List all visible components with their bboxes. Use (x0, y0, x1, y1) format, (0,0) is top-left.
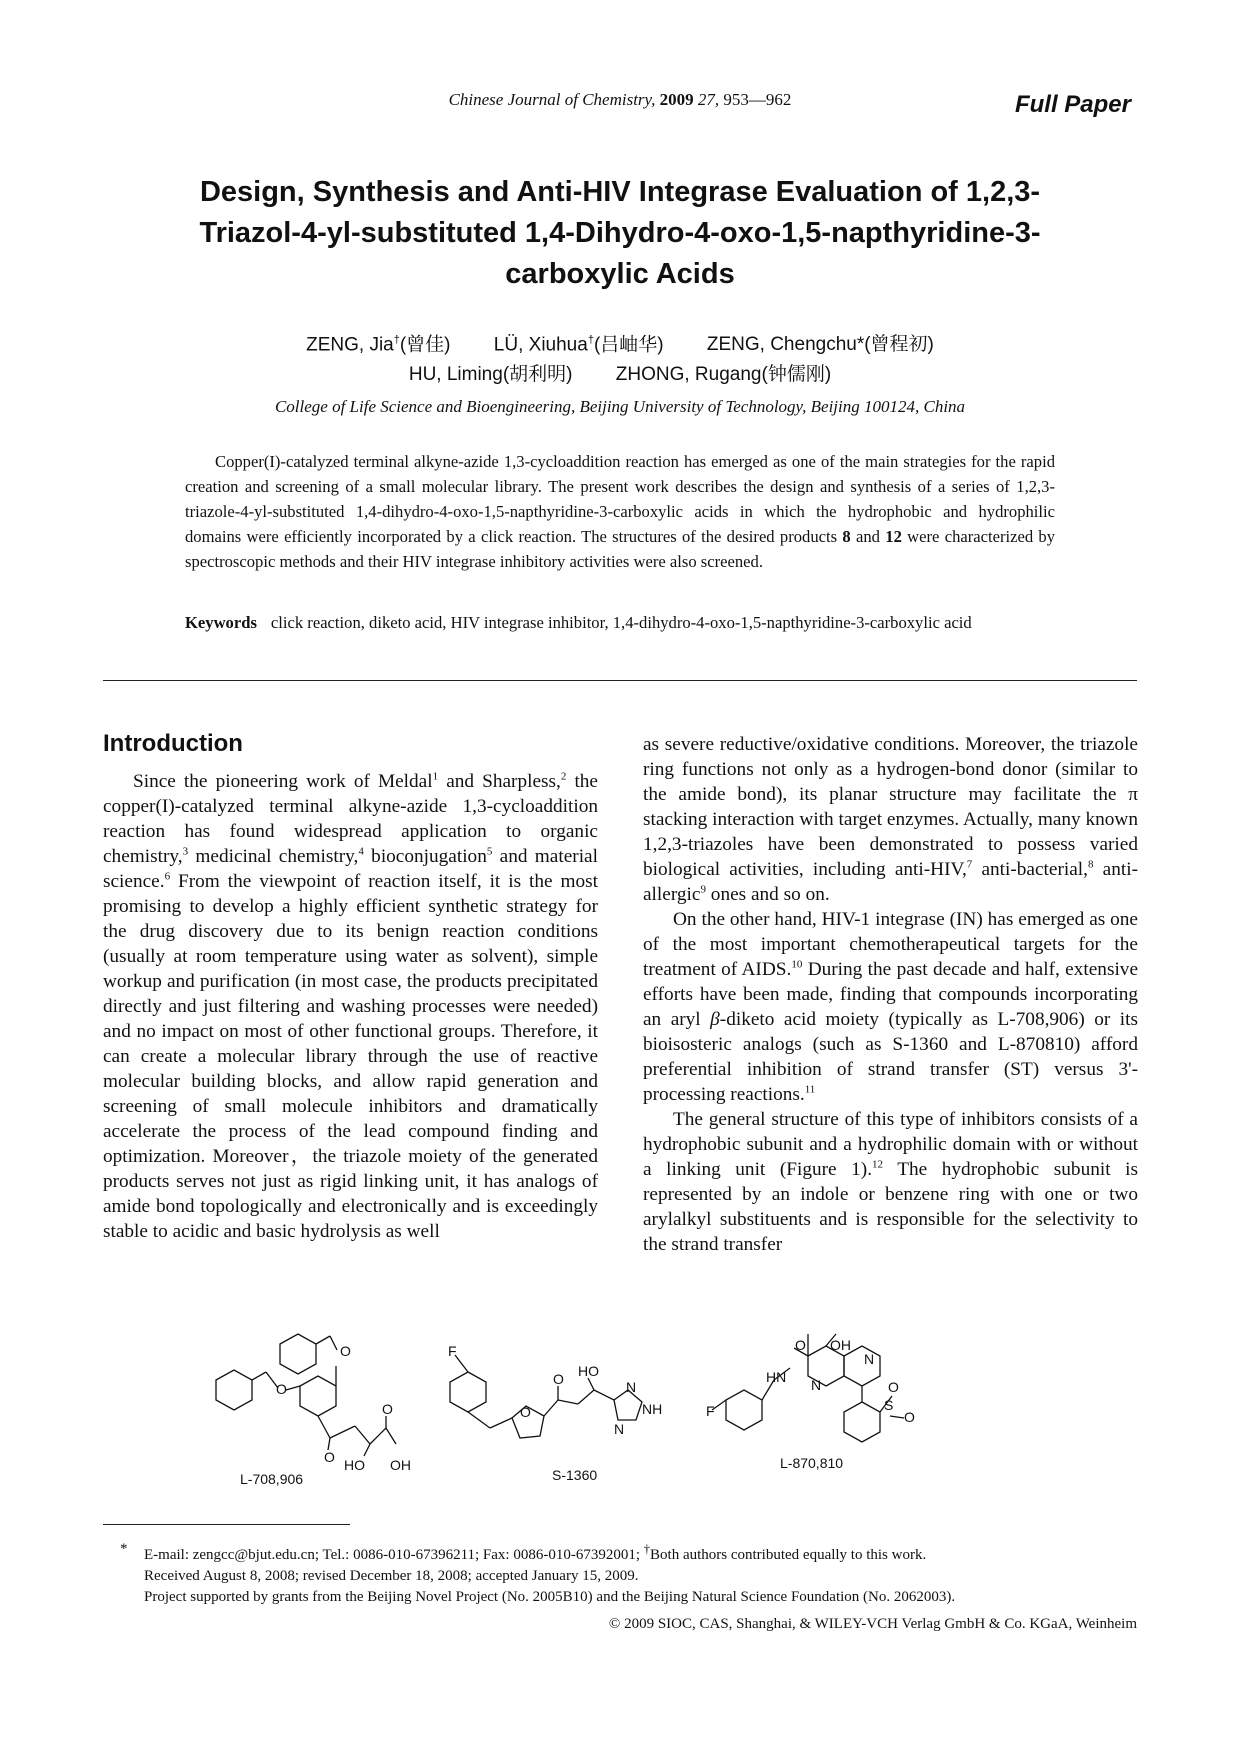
compound-number: 12 (885, 527, 902, 546)
text: bioconjugation (371, 846, 487, 867)
author-name: ZENG, Jia (306, 334, 394, 356)
author (494, 325, 664, 360)
bond (578, 1390, 594, 1404)
abstract-text: and (855, 527, 880, 546)
bond (468, 1412, 490, 1428)
bond (330, 1336, 337, 1350)
author-row (0, 325, 1240, 360)
author-name: ZHONG, Rugang (615, 364, 762, 386)
keywords-text: click reaction, diketo acid, HIV integrase inhibitor, 1,4-dihydro-4-oxo-1,5-napthyridine-3-carboxylic acid (270, 613, 972, 632)
text: anti-bacterial, (981, 859, 1088, 880)
benzene-ring (280, 1334, 316, 1374)
citation: 4 (358, 845, 364, 858)
footnote-body (144, 1539, 1120, 1608)
author (707, 330, 934, 360)
atom-label: O (904, 1409, 915, 1425)
author-list (0, 325, 1240, 390)
thiane-ring (844, 1402, 880, 1442)
text: and material science. (103, 846, 598, 892)
text: The hydrophobic subunit is represented by an indole or benzene ring with one or two arylalkyl substituents and is responsible for the selectivity to the strand transfer (643, 1159, 1138, 1255)
bond (890, 1416, 904, 1418)
footnote-line: Project supported by grants from the Beijing Novel Project (No. 2005B10) and the Beijing Natural Science Foundation (No. 2062003). (144, 1589, 956, 1605)
abstract-text: were characterized by spectroscopic methods and their HIV integrase inhibitory activities were also screened. (185, 527, 1056, 571)
footnote-star: * (120, 1541, 128, 1557)
atom-label: O (795, 1337, 806, 1353)
benzene-ring (300, 1376, 336, 1416)
citation: 7 (966, 858, 973, 871)
author-mark: † (393, 334, 400, 346)
paragraph (643, 907, 1138, 1107)
author-name: LÜ, Xiuhua (493, 334, 588, 356)
text: medicinal chemistry, (195, 846, 359, 867)
compound-label: S-1360 (552, 1467, 598, 1483)
atom-label: O (520, 1404, 531, 1420)
author-chinese-name: (吕岫华) (593, 334, 664, 356)
author-name: ZENG, Chengchu* (706, 334, 865, 356)
figure-1-structures (200, 1320, 1050, 1510)
right-column (643, 732, 1138, 1257)
text: On the other hand, HIV-1 integrase (IN) has emerged as one of the most important chemotherapeutical targets for the treatment of AIDS. (643, 909, 1138, 980)
citation: 5 (486, 845, 493, 858)
paragraph (643, 1107, 1138, 1257)
citation: 11 (804, 1083, 816, 1096)
footnote (120, 1539, 1120, 1608)
author (409, 360, 573, 390)
bond (330, 1426, 355, 1438)
abstract-text: Copper(I)-catalyzed terminal alkyne-azide 1,3-cycloaddition reaction has emerged as one of the main strategies for the rapid creation and screening of a small molecular library. The present work describes the design and synthesis of a series of 1,2,3-triazole-4-yl-substituted 1,4-dihydro-4-oxo-1,5-napthyridine-3-carboxylic acids in which the hydrophobic and hydrophilic domains were efficiently incorporated by a click reaction. The structures of the desired products (185, 452, 1055, 546)
keywords (185, 610, 1055, 635)
abstract (185, 449, 1055, 574)
compound-label: L-708,906 (240, 1471, 304, 1487)
atom-label: N (864, 1351, 875, 1367)
bond (558, 1400, 578, 1404)
author-mark: † (587, 334, 594, 346)
author (306, 325, 450, 360)
atom-label: N (614, 1421, 625, 1437)
affiliation: College of Life Science and Bioengineering, Beijing University of Technology, Beijing 100124, China (274, 397, 966, 416)
journal-year: 2009 (659, 90, 694, 109)
atom-label: N (626, 1379, 637, 1395)
compound-label: L-870,810 (780, 1455, 844, 1471)
benzene-ring (726, 1390, 762, 1430)
journal-volume: 27, (697, 90, 720, 109)
atom-label: OH (390, 1457, 411, 1473)
author (616, 360, 831, 390)
text: as severe reductive/oxidative conditions. Moreover, the triazole ring functions not only as a hydrogen-bond donor (similar to the amide bond), its planar structure may facilitate the π stacking interaction with target enzymes. Actually, many known 1,2,3-triazoles have been demonstrated to possess varied biological activities, including anti-HIV, (643, 734, 1138, 880)
copyright: © 2009 SIOC, CAS, Shanghai, & WILEY-VCH Verlag GmbH & Co. KGaA, Weinheim (608, 1616, 1137, 1632)
compound-number: 8 (842, 527, 851, 546)
bond (386, 1428, 396, 1444)
footnote-line (144, 1539, 1120, 1566)
beta-symbol: β (710, 1009, 720, 1030)
atom-label: O (382, 1401, 393, 1417)
citation: 8 (1087, 858, 1094, 871)
text: The general structure of this type of inhibitors consists of a hydrophobic subunit and a hydrophilic domain with or without a linking unit (Figure 1). (643, 1109, 1138, 1180)
section-divider (103, 680, 1137, 681)
paragraph (643, 732, 1138, 907)
citation: 10 (791, 958, 803, 971)
article-title: Design, Synthesis and Anti-HIV Integrase Evaluation of 1,2,3-Triazol-4-yl-substituted 1,4-Dihydro-4-oxo-1,5-napthyridine-3-carboxylic Acids (199, 176, 1041, 290)
author-chinese-name: (曾佳) (399, 334, 451, 356)
atom-label: N (811, 1377, 822, 1393)
bond (252, 1372, 266, 1380)
footnote-divider (103, 1524, 350, 1525)
article-type-label: Full Paper (1014, 91, 1131, 118)
text: the copper(I)-catalyzed terminal alkyne-azide 1,3-cycloaddition reaction has found widespread application to organic chemistry, (103, 771, 598, 867)
bond (370, 1428, 386, 1444)
benzene-ring (450, 1372, 486, 1412)
atom-label: O (888, 1379, 899, 1395)
bond (355, 1426, 370, 1444)
atom-label: S (884, 1397, 894, 1413)
citation: 1 (432, 770, 439, 783)
atom-label: HN (766, 1369, 787, 1385)
author-row (0, 360, 1240, 390)
bond (588, 1378, 594, 1390)
dagger-mark: † (643, 1542, 651, 1556)
bond (594, 1390, 614, 1400)
citation: 12 (872, 1158, 884, 1171)
atom-label: HO (344, 1457, 365, 1473)
citation: 3 (182, 845, 189, 858)
text: -diketo acid moiety (typically as L-708,906) or its bioisosteric analogs (such as S-1360 and L-870810) afford preferential inhibition of strand transfer (ST) versus 3'-processing reactions. (643, 1009, 1139, 1105)
keywords-label: Keywords (185, 613, 257, 632)
section-heading: Introduction (103, 730, 243, 757)
atom-label: HO (578, 1363, 599, 1379)
citation: 9 (700, 883, 706, 896)
text: anti-allergic (643, 859, 1138, 905)
equal-contribution: Both authors contributed equally to this work. (650, 1547, 927, 1563)
structure-l708906 (216, 1334, 396, 1456)
left-column (103, 769, 598, 1244)
structure-l870810 (712, 1334, 904, 1442)
citation: 2 (560, 770, 567, 783)
bond (455, 1355, 468, 1372)
contact-info: E-mail: zengcc@bjut.edu.cn; Tel.: 0086-010-67396211; Fax: 0086-010-67392001; (144, 1547, 641, 1563)
journal-pages: 953—962 (723, 90, 792, 109)
bond (364, 1444, 370, 1456)
atom-label: O (324, 1449, 335, 1465)
paragraph (103, 769, 598, 1244)
benzene-ring (216, 1370, 252, 1410)
bond (490, 1418, 512, 1428)
text: Since the pioneering work of Meldal (133, 771, 433, 792)
bond (544, 1400, 558, 1416)
journal-name: Chinese Journal of Chemistry, (448, 90, 656, 109)
author-name: HU, Liming (408, 364, 503, 386)
atom-label: F (448, 1343, 457, 1359)
author-chinese-name: (曾程初) (864, 334, 934, 356)
footnote-line: Received August 8, 2008; revised December 18, 2008; accepted January 15, 2009. (144, 1568, 639, 1584)
text: ones and so on. (710, 884, 830, 905)
bond (318, 1416, 330, 1438)
text: and Sharpless, (446, 771, 561, 792)
author-chinese-name: (钟儒刚) (761, 364, 832, 386)
author-chinese-name: (胡利明) (502, 364, 573, 386)
atom-label: NH (642, 1401, 663, 1417)
bond (286, 1386, 300, 1390)
atom-label: O (276, 1381, 287, 1397)
atom-label: O (340, 1343, 351, 1359)
text: During the past decade and half, extensive efforts have been made, finding that compounds incorporating an aryl (643, 959, 1138, 1030)
atom-label: OH (830, 1337, 851, 1353)
atom-label: F (706, 1403, 715, 1419)
text: From the viewpoint of reaction itself, it is the most promising to develop a highly efficient synthetic strategy for the drug discovery due to its benign reaction conditions (usually at room temperature using water as solvent), simple workup and purification (in most case, the products precipitated directly and just filtering and washing processes were needed) and no impact on most of other functional groups. Therefore, it can create a molecular library through the use of reactive molecular building blocks, and allow rapid generation and screening of small molecule inhibitors and dramatically accelerate the process of the lead compound finding and optimization. Moreover，the triazole moiety of the generated products serves not just as rigid linking unit, it has analogs of amide bond topologically and electronically and is exceedingly stable to acidic and basic hydrolysis as well (103, 871, 598, 1242)
ring-inner (284, 1339, 312, 1369)
atom-label: O (553, 1371, 564, 1387)
citation: 6 (164, 870, 171, 883)
bond (316, 1336, 330, 1344)
